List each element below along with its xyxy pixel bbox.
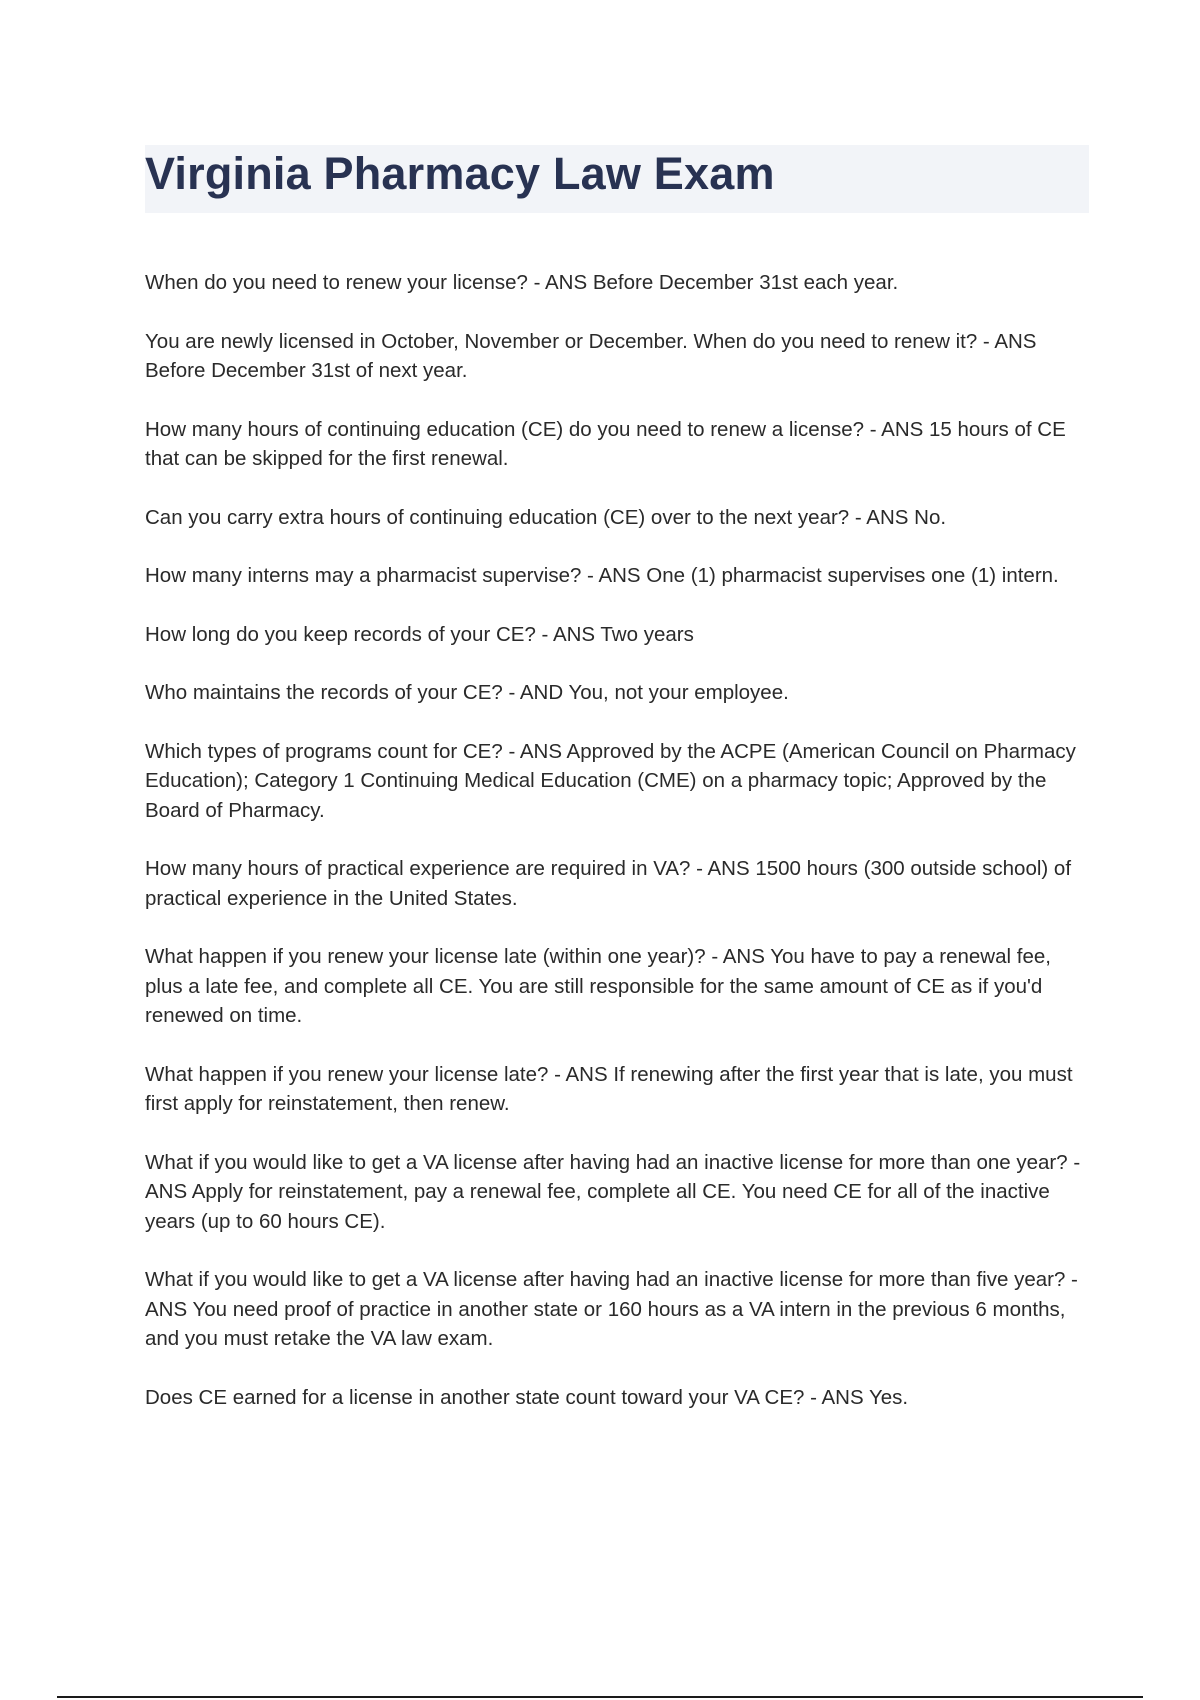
qa-item: What if you would like to get a VA license after having had an inactive license for more than five year? - ANS You need proof of practice in another state or 160 hours as a VA intern in the previous 6 months, and you must retake the VA law exam. [145, 1268, 1078, 1350]
qa-item: When do you need to renew your license? - ANS Before December 31st each year. [145, 271, 899, 294]
qa-item: You are newly licensed in October, November or December. When do you need to renew it? - ANS Before December 31st of next year. [145, 329, 1037, 382]
qa-item: Which types of programs count for CE? - ANS Approved by the ACPE (American Council on Pharmacy Education); Category 1 Continuing Medical Education (CME) on a pharmacy topic; Approved by the Board of Pharmacy. [145, 739, 1076, 822]
qa-item: What if you would like to get a VA license after having had an inactive license for more than one year? - ANS Apply for reinstatement, pay a renewal fee, complete all CE. You need CE for all of the inactive years (up to 60 hours CE). [145, 1150, 1081, 1233]
qa-item: How many interns may a pharmacist supervise? - ANS One (1) pharmacist supervises one (1) intern. [145, 564, 1059, 587]
qa-item: How many hours of practical experience are required in VA? - ANS 1500 hours (300 outside school) of practical experience in the United States. [145, 857, 1072, 910]
document-title: Virginia Pharmacy Law Exam [145, 148, 775, 199]
qa-item: What happen if you renew your license late? - ANS If renewing after the first year that is late, you must first apply for reinstatement, then renew. [145, 1062, 1073, 1115]
qa-item: How long do you keep records of your CE? - ANS Two years [145, 622, 694, 646]
qa-item: Who maintains the records of your CE? - AND You, not your employee. [145, 681, 789, 704]
qa-list [145, 268, 1089, 1441]
qa-item: What happen if you renew your license late (within one year)? - ANS You have to pay a renewal fee, plus a late fee, and complete all CE. You are still responsible for the same amount of CE as if you'd renewed on time. [145, 945, 1051, 1027]
qa-item: How many hours of continuing education (CE) do you need to renew a license? - ANS 15 hours of CE that can be skipped for the first renewal. [145, 417, 1066, 470]
footer-divider [57, 1696, 1143, 1698]
qa-item: Can you carry extra hours of continuing education (CE) over to the next year? - ANS No. [145, 505, 947, 529]
qa-item: Does CE earned for a license in another state count toward your VA CE? - ANS Yes. [145, 1385, 909, 1409]
title-banner [145, 145, 1089, 213]
